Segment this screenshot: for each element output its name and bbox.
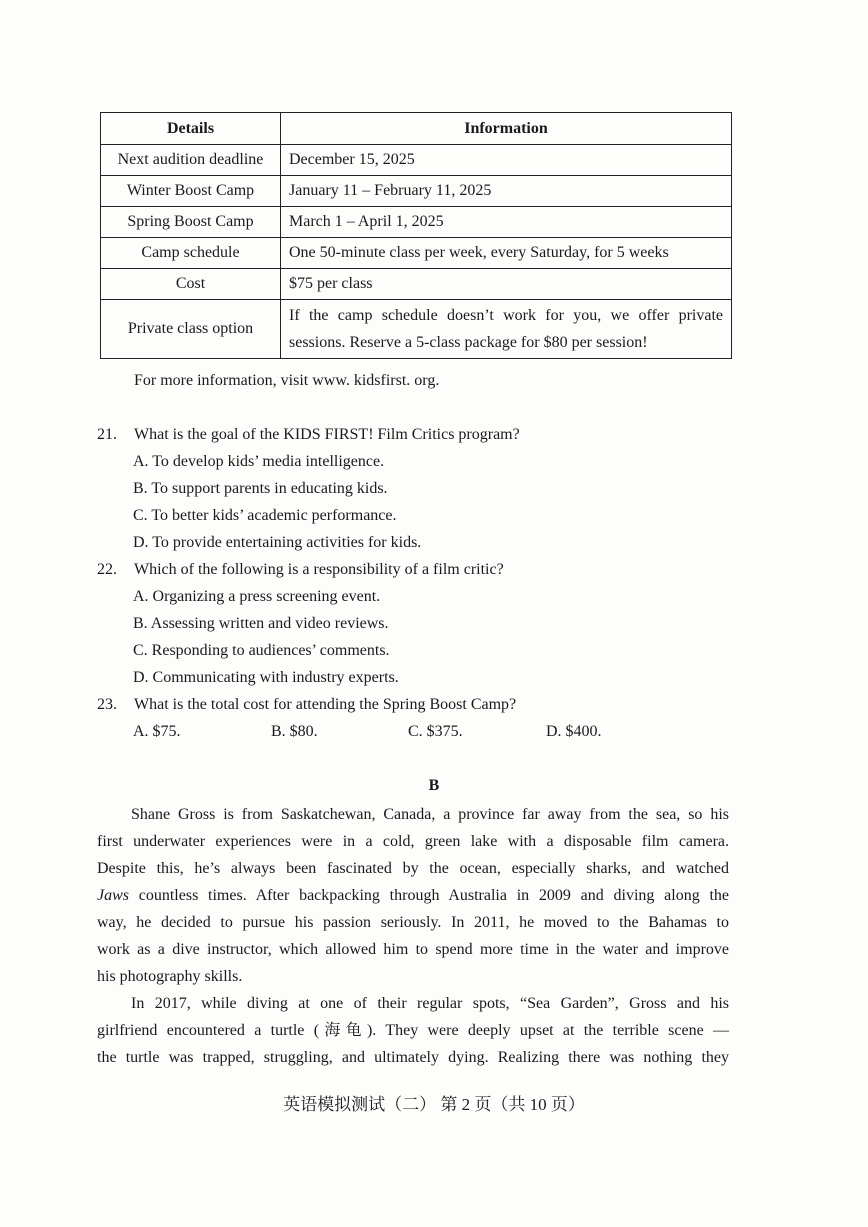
- row-info: March 1 – April 1, 2025: [281, 207, 732, 238]
- option-a: A. $75.: [133, 723, 181, 740]
- row-info: If the camp schedule doesn’t work for you, we offer private sessions. Reserve a 5-class package for $80 per session!: [281, 300, 732, 359]
- question-text: What is the goal of the KIDS FIRST! Film Critics program?: [134, 426, 520, 443]
- option-c: C. Responding to audiences’ comments.: [133, 642, 390, 659]
- row-detail: Spring Boost Camp: [101, 207, 281, 238]
- paragraph-line: work as a dive instructor, which allowed him to spend more time in the water and improve: [97, 941, 729, 958]
- option-d: D. To provide entertaining activities for kids.: [133, 534, 422, 551]
- paragraph-line: In 2017, while diving at one of their regular spots, “Sea Garden”, Gross and his: [131, 995, 729, 1012]
- row-detail: Next audition deadline: [101, 145, 281, 176]
- option-a: A. To develop kids’ media intelligence.: [133, 453, 385, 470]
- paragraph-line: way, he decided to pursue his passion seriously. In 2011, he moved to the Bahamas to: [97, 914, 729, 931]
- question-text: Which of the following is a responsibility of a film critic?: [134, 561, 504, 578]
- table-row: [101, 300, 732, 359]
- question-22: [97, 561, 504, 579]
- table-row: [101, 145, 732, 176]
- option-b: B. To support parents in educating kids.: [133, 480, 388, 497]
- paragraph-line: Shane Gross is from Saskatchewan, Canada, a province far away from the sea, so his: [131, 806, 729, 823]
- header-details: Details: [101, 113, 281, 145]
- row-info: January 11 – February 11, 2025: [281, 176, 732, 207]
- row-info: One 50-minute class per week, every Saturday, for 5 weeks: [281, 238, 732, 269]
- row-info: December 15, 2025: [281, 145, 732, 176]
- row-detail: Winter Boost Camp: [101, 176, 281, 207]
- paragraph-line: the turtle was trapped, struggling, and ultimately dying. Realizing there was nothing they: [97, 1049, 729, 1066]
- film-title: Jaws: [97, 887, 129, 904]
- option-b: B. Assessing written and video reviews.: [133, 615, 389, 632]
- header-information: Information: [281, 113, 732, 145]
- options-row: [133, 723, 733, 743]
- question-text: What is the total cost for attending the Spring Boost Camp?: [134, 696, 517, 713]
- table-row: [101, 269, 732, 300]
- question-21: [97, 426, 520, 444]
- page-footer: 英语模拟测试（二） 第 2 页（共 10 页）: [283, 1095, 585, 1114]
- paragraph-line: [97, 882, 729, 909]
- paragraph-line: girlfriend encountered a turtle (海龟). They were deeply upset at the terrible scene —: [97, 1022, 729, 1039]
- paragraph-line: first underwater experiences were in a cold, green lake with a disposable film camera.: [97, 833, 729, 850]
- option-b: B. $80.: [271, 723, 318, 740]
- row-info: $75 per class: [281, 269, 732, 300]
- question-number: 23.: [97, 696, 117, 713]
- more-info-text: For more information, visit www. kidsfirst. org.: [134, 372, 440, 389]
- paragraph-line: Despite this, he’s always been fascinated by the ocean, especially sharks, and watched: [97, 860, 729, 877]
- table-row: [101, 176, 732, 207]
- table-header-row: [101, 113, 732, 145]
- option-d: D. $400.: [546, 723, 602, 740]
- section-heading: B: [428, 777, 440, 794]
- row-detail: Camp schedule: [101, 238, 281, 269]
- paragraph-line: his photography skills.: [97, 968, 243, 985]
- question-number: 21.: [97, 426, 117, 443]
- question-number: 22.: [97, 561, 117, 578]
- option-a: A. Organizing a press screening event.: [133, 588, 381, 605]
- question-23: [97, 696, 516, 714]
- option-c: C. $375.: [408, 723, 463, 740]
- table-row: [101, 207, 732, 238]
- option-d: D. Communicating with industry experts.: [133, 669, 399, 686]
- option-c: C. To better kids’ academic performance.: [133, 507, 397, 524]
- row-detail: Private class option: [101, 300, 281, 359]
- camp-info-table: [100, 112, 732, 359]
- table-row: [101, 238, 732, 269]
- row-detail: Cost: [101, 269, 281, 300]
- paragraph-text: countless times. After backpacking through Australia in 2009 and diving along the: [129, 887, 729, 904]
